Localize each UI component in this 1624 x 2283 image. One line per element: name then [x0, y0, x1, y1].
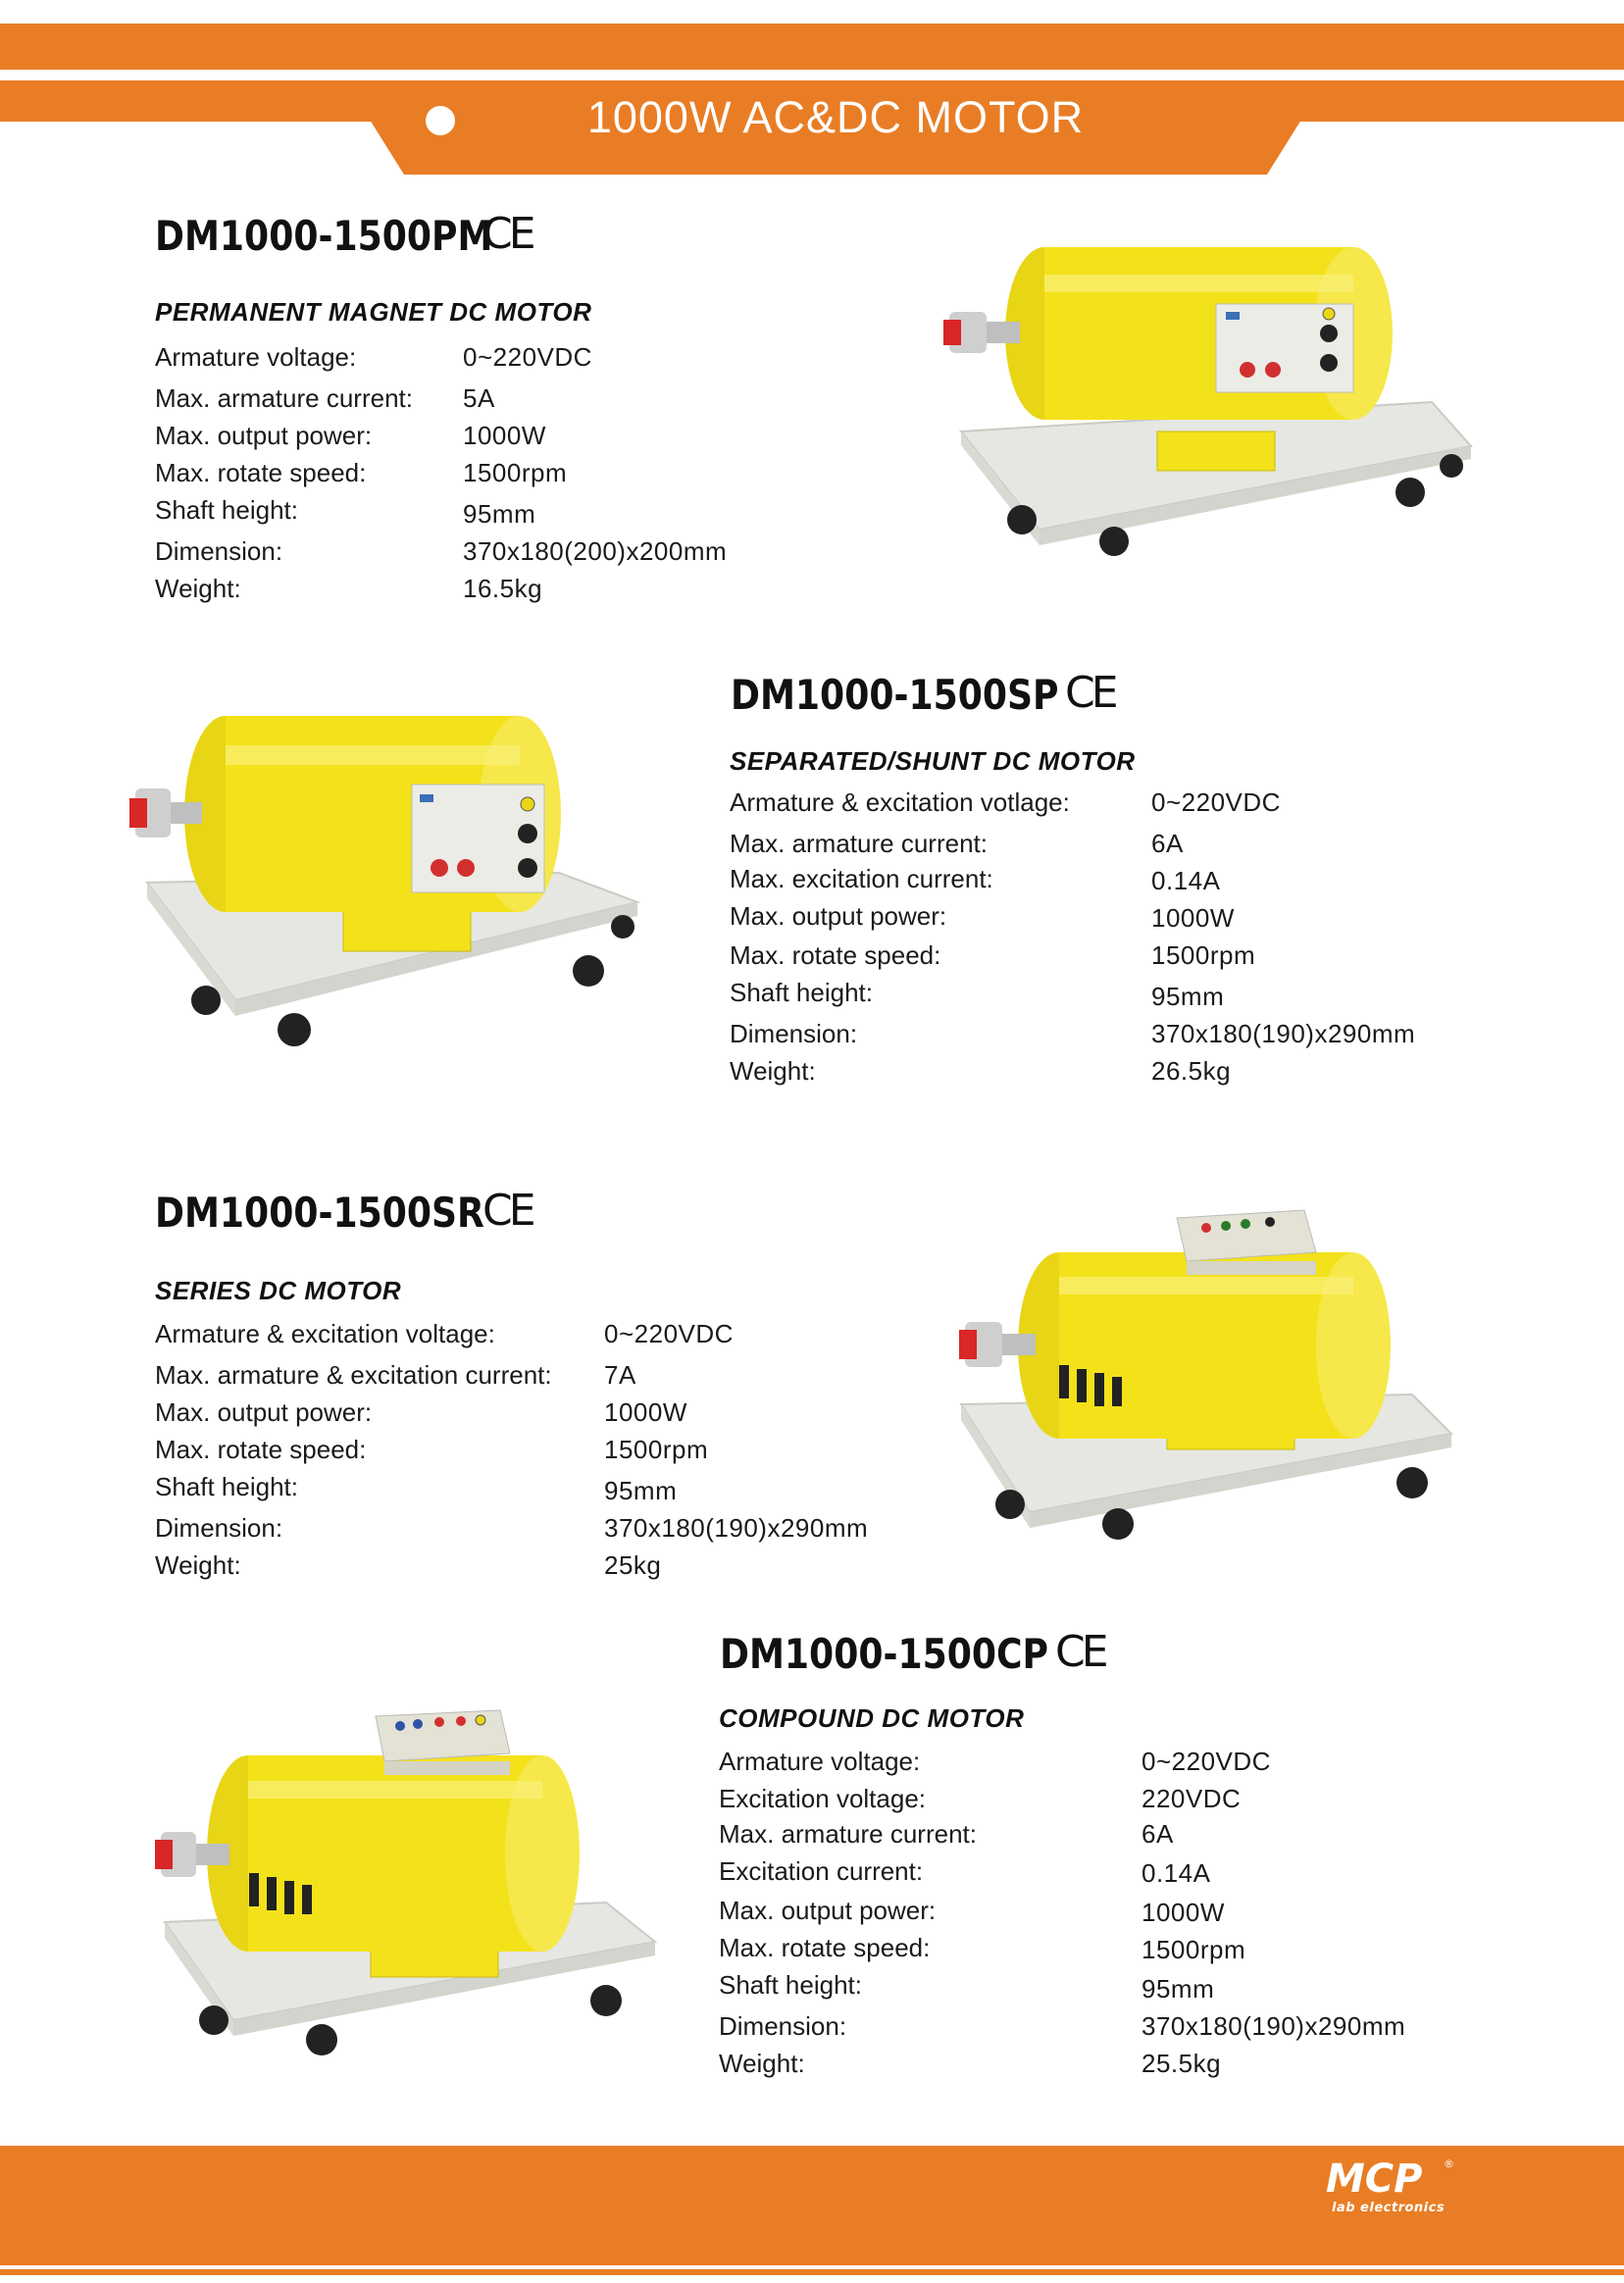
spec-value: 0.14A [1151, 866, 1221, 895]
ce-mark-cp: CE [1055, 1627, 1105, 1677]
spec-label: Excitation current: [719, 1856, 924, 1886]
spec-value: 0.14A [1142, 1858, 1211, 1888]
spec-value: 95mm [604, 1476, 678, 1505]
spec-value: 0~220VDC [463, 342, 592, 372]
product-type-cp: COMPOUND DC MOTOR [719, 1703, 1025, 1733]
spec-label: Max. output power: [155, 1397, 373, 1427]
product-model-cp: DM1000-1500CP [720, 1630, 1048, 1678]
spec-value: 25.5kg [1142, 2049, 1222, 2078]
spec-value: 370x180(190)x290mm [1151, 1019, 1416, 1048]
spec-value: 1500rpm [1151, 940, 1256, 970]
spec-value: 95mm [463, 499, 536, 529]
spec-value: 1500rpm [463, 458, 568, 487]
spec-value: 0~220VDC [1142, 1747, 1271, 1776]
spec-value: 6A [1151, 829, 1184, 858]
spec-label: Armature voltage: [719, 1747, 921, 1776]
spec-label: Max. rotate speed: [155, 458, 367, 487]
spec-label: Shaft height: [730, 978, 873, 1007]
motor-photo-pm [941, 235, 1491, 559]
spec-label: Max. output power: [155, 421, 373, 450]
spec-label: Armature & excitation voltage: [155, 1319, 495, 1348]
spec-label: Shaft height: [155, 495, 298, 525]
spec-label: Excitation voltage: [719, 1784, 927, 1813]
product-type-sp: SEPARATED/SHUNT DC MOTOR [730, 746, 1136, 776]
spec-value: 95mm [1142, 1974, 1215, 2004]
brand-tagline: lab electronics [1332, 2201, 1446, 2215]
spec-value: 5A [463, 383, 495, 413]
product-model-pm: DM1000-1500PM [155, 212, 493, 260]
spec-value: 220VDC [1142, 1784, 1242, 1813]
spec-value: 16.5kg [463, 574, 543, 603]
spec-label: Weight: [155, 574, 241, 603]
ce-mark-sr: CE [482, 1186, 533, 1236]
spec-value: 370x180(190)x290mm [604, 1513, 869, 1543]
brand-logo: MCP [1326, 2156, 1423, 2202]
spec-label: Shaft height: [719, 1970, 862, 2000]
spec-value: 1000W [604, 1397, 687, 1427]
spec-label: Max. armature & excitation current: [155, 1360, 552, 1390]
spec-label: Max. output power: [730, 901, 947, 931]
spec-value: 1000W [1142, 1898, 1225, 1927]
spec-label: Max. rotate speed: [155, 1435, 367, 1464]
ce-mark-pm: CE [482, 209, 533, 259]
product-model-sr: DM1000-1500SR [155, 1189, 484, 1237]
footer-line [0, 2269, 1624, 2275]
spec-label: Max. armature current: [155, 383, 413, 413]
product-type-sr: SERIES DC MOTOR [155, 1276, 402, 1305]
spec-label: Weight: [730, 1056, 816, 1086]
spec-label: Max. rotate speed: [730, 940, 941, 970]
spec-label: Dimension: [719, 2011, 847, 2041]
spec-value: 370x180(190)x290mm [1142, 2011, 1406, 2041]
spec-value: 6A [1142, 1819, 1174, 1849]
motor-photo-sr [951, 1198, 1461, 1542]
spec-label: Shaft height: [155, 1472, 298, 1501]
spec-value: 1500rpm [604, 1435, 709, 1464]
spec-label: Max. excitation current: [730, 864, 993, 893]
spec-value: 26.5kg [1151, 1056, 1232, 1086]
spec-label: Armature voltage: [155, 342, 357, 372]
header-top-bar [0, 24, 1624, 70]
spec-value: 1000W [463, 421, 546, 450]
spec-label: Dimension: [730, 1019, 858, 1048]
spec-value: 1000W [1151, 903, 1235, 933]
spec-label: Armature & excitation votlage: [730, 787, 1070, 817]
product-model-sp: DM1000-1500SP [731, 671, 1059, 719]
spec-value: 7A [604, 1360, 636, 1390]
spec-value: 1500rpm [1142, 1935, 1246, 1964]
motor-photo-cp [155, 1706, 665, 2059]
spec-label: Max. armature current: [730, 829, 988, 858]
spec-label: Dimension: [155, 1513, 283, 1543]
spec-label: Max. rotate speed: [719, 1933, 931, 1962]
registered-mark: ® [1444, 2157, 1454, 2170]
spec-value: 0~220VDC [1151, 787, 1281, 817]
spec-label: Max. output power: [719, 1896, 937, 1925]
spec-value: 25kg [604, 1550, 662, 1580]
spec-label: Max. armature current: [719, 1819, 977, 1849]
spec-value: 0~220VDC [604, 1319, 734, 1348]
page-title: 1000W AC&DC MOTOR [586, 92, 1085, 142]
spec-label: Weight: [719, 2049, 805, 2078]
ce-mark-sp: CE [1065, 668, 1115, 718]
spec-value: 370x180(200)x200mm [463, 536, 728, 566]
spec-value: 95mm [1151, 982, 1225, 1011]
spec-label: Weight: [155, 1550, 241, 1580]
product-type-pm: PERMANENT MAGNET DC MOTOR [155, 297, 592, 327]
spec-label: Dimension: [155, 536, 283, 566]
motor-photo-sp [127, 706, 657, 1059]
